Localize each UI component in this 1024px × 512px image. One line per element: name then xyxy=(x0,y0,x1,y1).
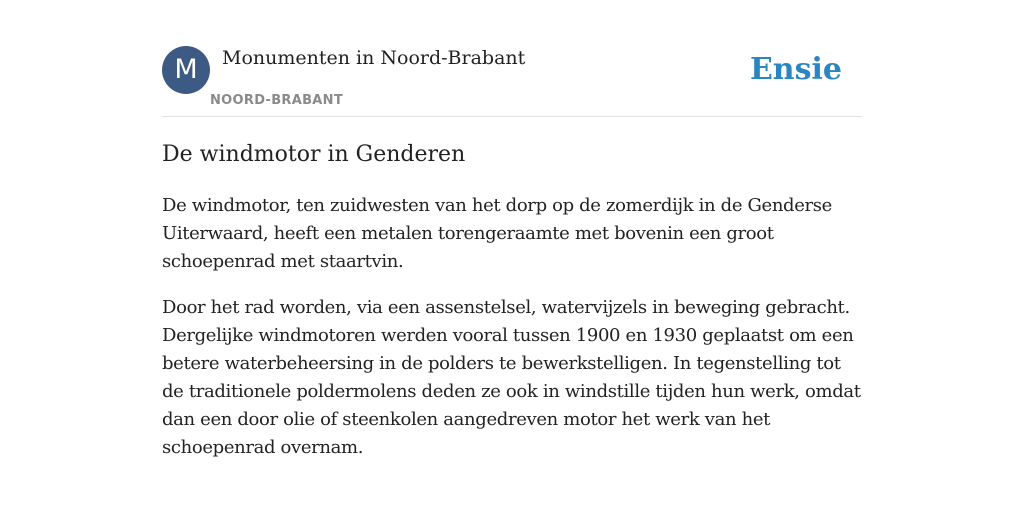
avatar[interactable]: M xyxy=(162,46,210,94)
paragraph: De windmotor, ten zuidwesten van het dorp op de zomerdijk in de Genderse Uiterwaard, heeft een metalen torengeraamte met bovenin een groot schoepenrad met staartvin. xyxy=(162,195,832,272)
paragraph: Door het rad worden, via een assenstelsel, watervijzels in beweging gebracht. Dergelijke windmotoren werden vooral tussen 1900 en 1930 geplaatst om een betere waterbeheersing in de polders te bewerkstelligen. In tegenstelling tot de traditionele poldermolens deden ze ook in windstille tijden hun werk, omdat dan een door olie of steenkolen aangedreven motor het werk van het schoepenrad overnam. xyxy=(162,297,861,458)
region-label[interactable]: NOORD-BRABANT xyxy=(210,93,344,108)
article-body xyxy=(162,192,864,480)
brand-logo[interactable]: Ensie xyxy=(749,52,842,87)
collection-title[interactable]: Monumenten in Noord-Brabant xyxy=(222,47,526,69)
page-title: De windmotor in Genderen xyxy=(162,142,466,167)
header xyxy=(162,46,862,117)
